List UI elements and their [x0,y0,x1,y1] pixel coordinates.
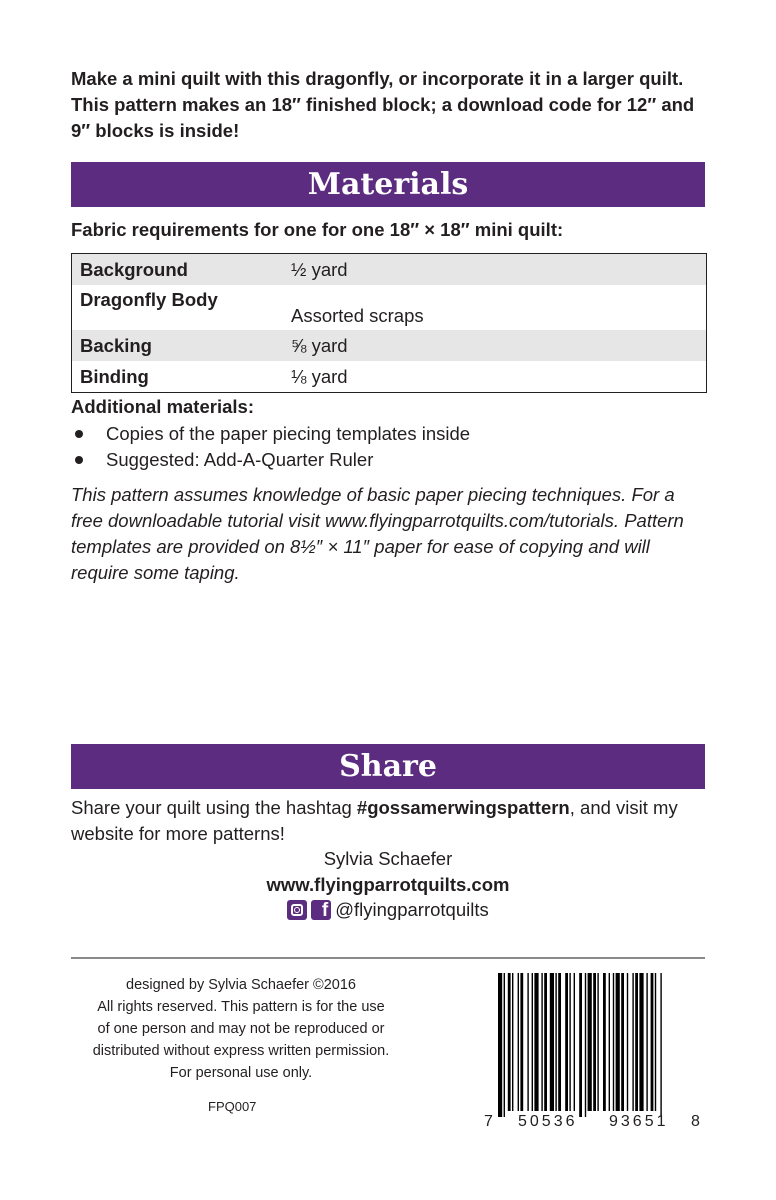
barcode [470,967,706,1117]
barcode-bar [651,973,654,1111]
social-handle: @flyingparrotquilts [335,899,489,920]
barcode-bar [639,973,643,1111]
hashtag: #gossamerwingspattern [356,797,570,818]
barcode-bar [550,973,554,1111]
facebook-icon[interactable]: f [311,900,331,920]
barcode-bar [504,973,505,1117]
intro-paragraph: Make a mini quilt with this dragonfly, or incorporate it in a larger quilt. This pattern makes an 18″ finished block; a download code for 12″ and 9″ blocks is inside! [71,68,695,141]
legal-line: designed by Sylvia Schaefer ©2016 [126,977,356,993]
barcode-bar [558,973,561,1111]
legal-line: For personal use only. [169,1065,313,1081]
fabric-name: Dragonfly Body [80,289,218,310]
fabric-requirements-heading: Fabric requirements for one for one 18″ × 18″ mini quilt: [71,219,564,240]
barcode-bar [613,973,614,1111]
barcode-bar [508,973,511,1111]
barcode-bar [579,973,582,1117]
legal-line: All rights reserved. This pattern is for the use [97,999,385,1015]
divider [71,957,705,959]
barcode-bar [569,973,570,1111]
list-item: Suggested: Add-A-Quarter Ruler [71,447,470,473]
social-line [71,899,705,921]
barcode-bar [593,973,596,1111]
fabric-table [71,253,707,393]
table-row [72,330,707,361]
legal-line: of one person and may not be reproduced or [97,1021,385,1037]
barcode-bar [660,973,661,1117]
barcode-bar [616,973,620,1111]
website-link[interactable]: www.flyingparrotquilts.com [266,874,510,895]
table-row [72,254,707,286]
barcode-digits-right: 93651 [609,1113,669,1130]
barcode-bars [470,967,706,1117]
fabric-name: Backing [72,330,284,361]
barcode-bar [518,973,519,1111]
barcode-bar [632,973,633,1111]
barcode-bar [603,973,606,1111]
list-item: Copies of the paper piecing templates inside [71,421,470,447]
barcode-digit-lead: 7 [484,1113,493,1130]
barcode-bar [541,973,542,1111]
share-banner: Share [71,744,705,789]
table-row [72,361,707,393]
barcode-bar [565,973,568,1111]
fabric-name: Binding [80,365,149,387]
barcode-bar [597,973,598,1111]
pattern-note: This pattern assumes knowledge of basic paper piecing techniques. For a free downloadable tutorial visit www.flyingparrotquilts.com/tutorials. Pattern templates are provided on 8½″ × 11″ paper for ease of copying and will require some taping. [71,484,684,583]
barcode-bar [655,973,656,1111]
additional-materials-heading: Additional materials: [71,396,254,417]
barcode-bar [585,973,586,1117]
fabric-amount: ⅛ yard [291,365,348,387]
share-text-after: , and visit my website for more patterns! [71,797,678,844]
barcode-bar [544,973,547,1111]
barcode-bar [646,973,647,1111]
barcode-bar [635,973,638,1111]
barcode-bar [527,973,528,1111]
barcode-bar [627,973,628,1111]
author-name: Sylvia Schaefer [323,848,453,869]
fabric-amount: ⅝ yard [283,330,707,361]
fabric-amount: Assorted scraps [291,305,424,326]
barcode-bar [621,973,624,1111]
barcode-bar [498,973,502,1117]
barcode-bar [574,973,575,1111]
barcode-digit-check: 8 [691,1113,700,1130]
share-paragraph [71,795,711,847]
barcode-bar [520,973,523,1111]
share-text-before: Share your quilt using the hashtag [71,797,357,818]
materials-banner: Materials [71,162,705,207]
additional-materials-list [71,421,470,473]
barcode-bar [532,973,533,1111]
barcode-bar [609,973,610,1111]
barcode-bar [534,973,538,1111]
table-row [72,285,707,330]
fabric-name: Background [72,254,284,286]
instagram-icon[interactable] [287,900,307,920]
barcode-bar [555,973,556,1111]
product-code: FPQ007 [208,1099,257,1114]
barcode-bar [512,973,513,1111]
barcode-bar [588,973,592,1111]
legal-line: distributed without express written permission. [92,1043,390,1059]
barcode-digits-left: 50536 [518,1113,578,1130]
fabric-amount: ½ yard [283,254,707,286]
legal-notice [71,974,411,1084]
